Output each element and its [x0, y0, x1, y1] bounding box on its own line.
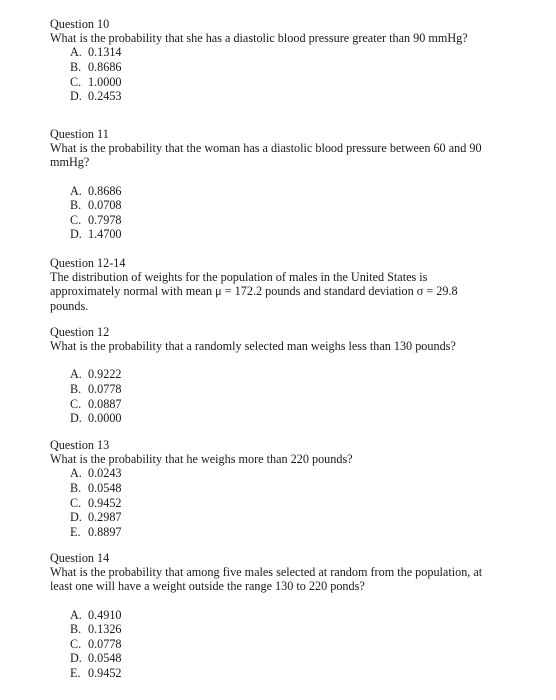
- question-title: Question 14: [50, 551, 110, 565]
- question-text-line-2: least one will have a weight outside the range 130 to 220 ponds?: [50, 579, 365, 594]
- options-list: [70, 608, 500, 681]
- question-text: What is the probability that he weighs more than 220 pounds?: [50, 452, 353, 467]
- option-d: D. 1.4700: [70, 227, 122, 242]
- intro-line-2: approximately normal with mean μ = 172.2 pounds and standard deviation σ = 29.8: [50, 284, 458, 299]
- option-a: A. 0.1314: [70, 45, 122, 60]
- intro-line-1: The distribution of weights for the population of males in the United States is: [50, 270, 428, 285]
- option-d: D. 0.0000: [70, 411, 122, 426]
- option-a: A. 0.4910: [70, 607, 122, 622]
- option-b: B. 0.8686: [70, 60, 122, 74]
- option-c: C. 1.0000: [70, 74, 122, 89]
- option-b: B. 0.0548: [70, 481, 122, 495]
- question-title: Question 13: [50, 438, 110, 452]
- option-b: B. 0.0778: [70, 382, 122, 396]
- question-title: Question 12-14: [50, 256, 126, 270]
- option-a: A. 0.0243: [70, 466, 122, 481]
- question-12: [50, 325, 500, 426]
- question-text-line-1: What is the probability that the woman has a diastolic blood pressure between 60 and 90: [50, 141, 482, 156]
- question-text: What is the probability that she has a diastolic blood pressure greater than 90 mmHg?: [50, 31, 468, 46]
- option-d: D. 0.2453: [70, 89, 122, 104]
- question-text-line-1: What is the probability that among five males selected at random from the population, at: [50, 565, 483, 580]
- option-b: B. 0.1326: [70, 622, 122, 637]
- question-title: Question 11: [50, 127, 109, 141]
- option-d: D. 0.0548: [70, 651, 122, 666]
- options-list: [70, 466, 500, 539]
- question-11: [50, 127, 500, 242]
- option-c: C. 0.9452: [70, 495, 122, 510]
- question-14: [50, 551, 500, 681]
- intro-line-3: pounds.: [50, 298, 89, 313]
- options-list: [70, 184, 500, 242]
- option-c: C. 0.7978: [70, 212, 122, 227]
- option-c: C. 0.0778: [70, 636, 122, 651]
- question-text: What is the probability that a randomly selected man weighs less than 130 pounds?: [50, 339, 456, 354]
- question-12-14-intro: [50, 256, 500, 313]
- question-13: [50, 438, 500, 539]
- option-c: C. 0.0887: [70, 396, 122, 411]
- question-title: Question 10: [50, 17, 110, 31]
- question-title: Question 12: [50, 325, 110, 339]
- option-e: E. 0.8897: [70, 524, 122, 539]
- options-list: [70, 45, 500, 103]
- question-10: [50, 17, 500, 104]
- option-e: E. 0.9452: [70, 665, 122, 680]
- option-a: A. 0.9222: [70, 367, 122, 382]
- option-d: D. 0.2987: [70, 510, 122, 525]
- option-a: A. 0.8686: [70, 183, 122, 198]
- question-text-line-2: mmHg?: [50, 155, 90, 170]
- option-b: B. 0.0708: [70, 198, 122, 213]
- options-list: [70, 367, 500, 425]
